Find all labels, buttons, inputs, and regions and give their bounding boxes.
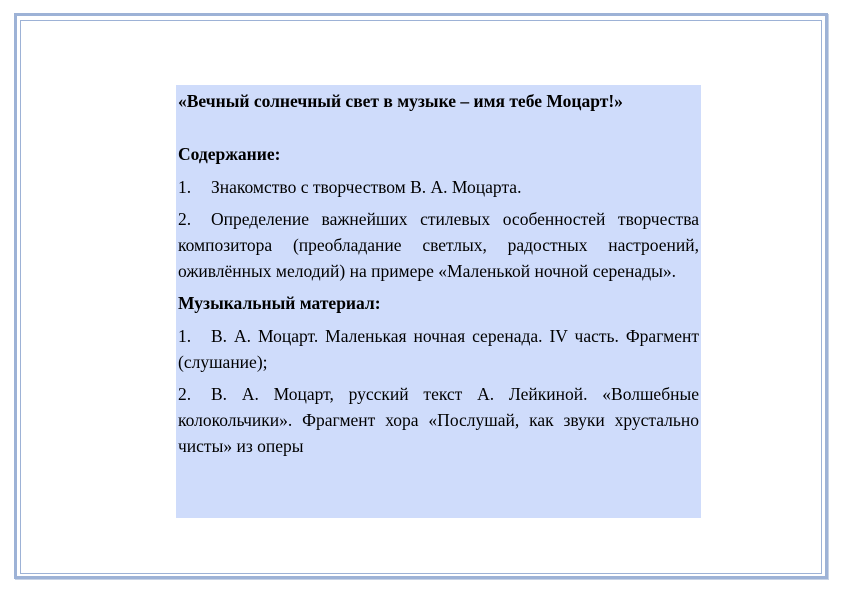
material-item-text: В. А. Моцарт, русский текст А. Лейкиной. «Волшебные колокольчики». Фрагмент хора «Послушай, как звуки хрустально чисты» из оперы <box>178 384 699 456</box>
material-item <box>178 381 699 459</box>
material-item <box>178 323 699 375</box>
content-item-text: Знакомство с творчеством В. А. Моцарта. <box>211 177 522 197</box>
lesson-title: «Вечный солнечный свет в музыке – имя тебе Моцарт!» <box>178 91 623 111</box>
content-item <box>178 174 699 200</box>
material-heading: Музыкальный материал: <box>178 293 381 313</box>
content-item-number: 1. <box>178 177 192 197</box>
content-item-number: 2. <box>178 209 192 229</box>
material-item-number: 1. <box>178 326 192 346</box>
lesson-textbox[interactable] <box>176 85 701 518</box>
content-item <box>178 206 699 284</box>
material-item-number: 2. <box>178 384 192 404</box>
content-heading: Содержание: <box>178 144 281 164</box>
content-item-text: Определение важнейших стилевых особенностей творчества композитора (преобладание светлых, радостных настроений, оживлённых мелодий) на примере «Маленькой ночной серенады». <box>178 209 699 281</box>
material-item-text: В. А. Моцарт. Маленькая ночная серенада. IV часть. Фрагмент (слушание); <box>178 326 699 372</box>
